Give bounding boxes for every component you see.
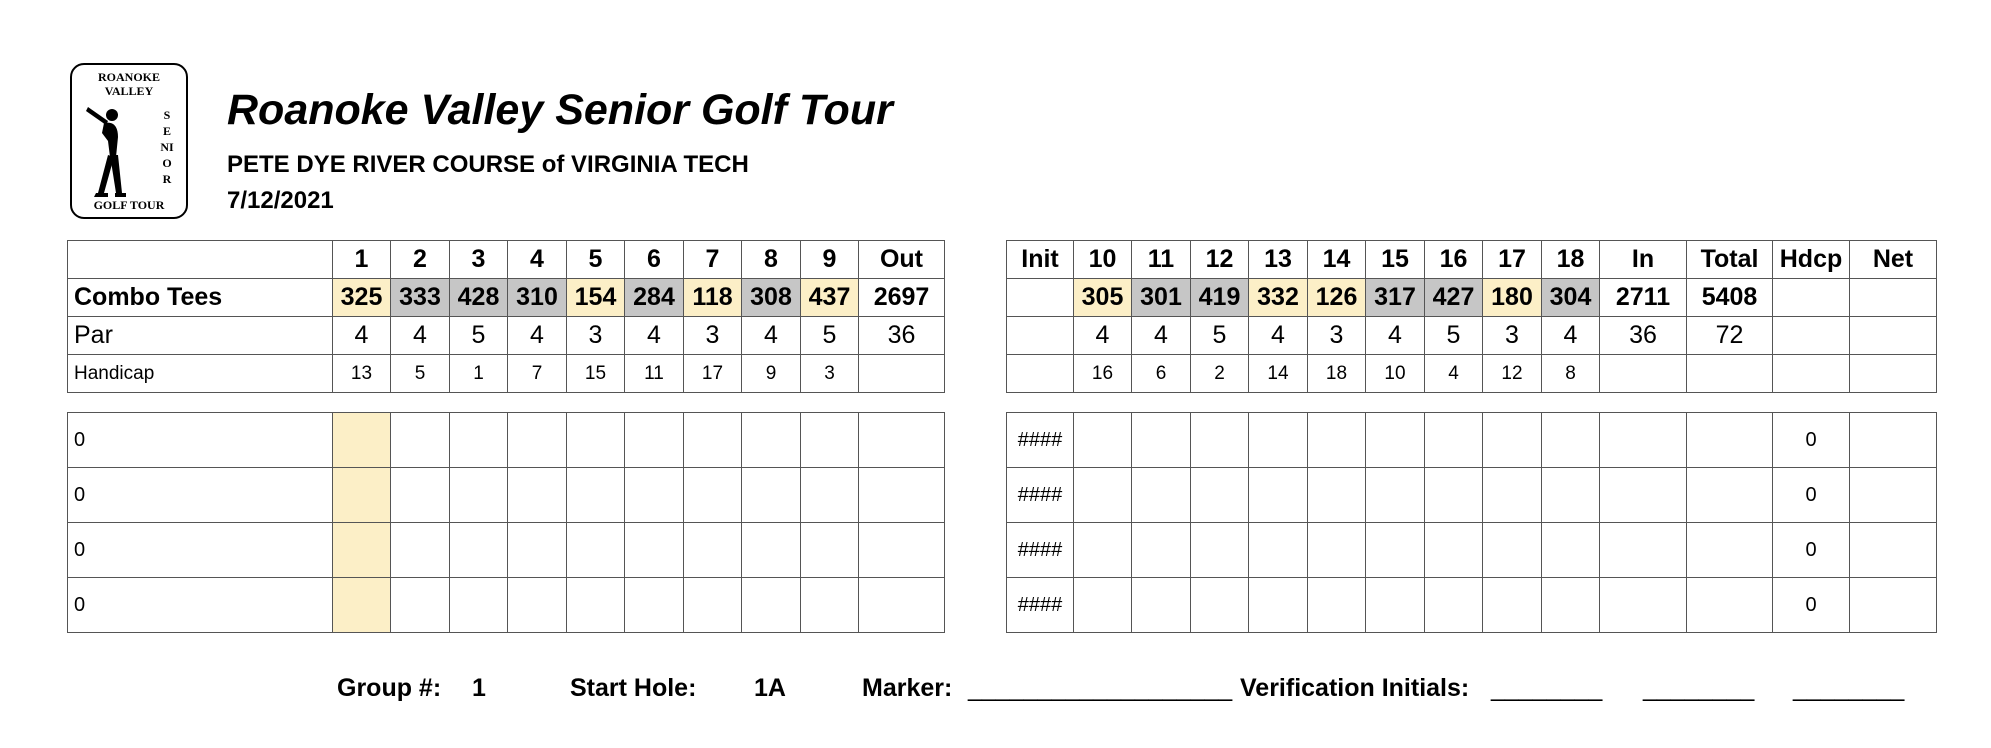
score-cell[interactable] xyxy=(1249,468,1308,523)
net-blank xyxy=(1850,317,1937,355)
par-cell: 4 xyxy=(508,317,567,355)
yardage-cell: 325 xyxy=(333,279,391,317)
par-cell: 4 xyxy=(1542,317,1600,355)
net-score-cell[interactable] xyxy=(1850,578,1937,633)
score-cell[interactable] xyxy=(391,413,450,468)
score-cell[interactable] xyxy=(508,578,567,633)
hole-number-row xyxy=(1007,241,1937,279)
init-blank xyxy=(1007,355,1074,393)
score-cell[interactable] xyxy=(1249,578,1308,633)
score-cell[interactable] xyxy=(801,413,859,468)
score-cell[interactable] xyxy=(508,523,567,578)
score-cell[interactable] xyxy=(1191,578,1249,633)
par-cell: 4 xyxy=(1074,317,1132,355)
score-cell[interactable] xyxy=(1483,468,1542,523)
handicap-row xyxy=(1007,355,1937,393)
score-cell[interactable] xyxy=(1542,468,1600,523)
score-cell[interactable] xyxy=(1308,578,1366,633)
par-cell: 5 xyxy=(801,317,859,355)
hole-header: 15 xyxy=(1366,241,1425,279)
score-cell[interactable] xyxy=(1425,413,1483,468)
score-cell[interactable] xyxy=(801,523,859,578)
score-cell[interactable] xyxy=(1366,413,1425,468)
hole-header: 11 xyxy=(1132,241,1191,279)
hole-header: 6 xyxy=(625,241,684,279)
score-cell[interactable] xyxy=(1132,578,1191,633)
score-cell[interactable] xyxy=(801,578,859,633)
score-cell[interactable] xyxy=(1366,578,1425,633)
score-cell[interactable] xyxy=(625,413,684,468)
handicap-row xyxy=(68,355,945,393)
score-cell[interactable] xyxy=(1308,413,1366,468)
init-header: Init xyxy=(1007,241,1074,279)
score-cell[interactable] xyxy=(1132,413,1191,468)
yardage-cell: 317 xyxy=(1366,279,1425,317)
total-header: Total xyxy=(1687,241,1773,279)
in-score-cell[interactable] xyxy=(1600,523,1687,578)
net-blank xyxy=(1850,279,1937,317)
score-cell[interactable] xyxy=(391,523,450,578)
score-cell[interactable] xyxy=(684,468,742,523)
yardage-cell: 332 xyxy=(1249,279,1308,317)
handicap-cell: 3 xyxy=(801,355,859,393)
score-cell[interactable] xyxy=(1074,413,1132,468)
player-row xyxy=(1007,578,1937,633)
yardage-row xyxy=(68,279,945,317)
score-cell[interactable] xyxy=(625,523,684,578)
score-cell[interactable] xyxy=(1542,523,1600,578)
yardage-cell: 284 xyxy=(625,279,684,317)
player-init: #### xyxy=(1007,468,1074,523)
player-row xyxy=(1007,413,1937,468)
handicap-in xyxy=(1600,355,1687,393)
yardage-cell: 308 xyxy=(742,279,801,317)
out-score-cell[interactable] xyxy=(859,578,945,633)
total-score-cell[interactable] xyxy=(1687,468,1773,523)
score-cell[interactable] xyxy=(742,578,801,633)
par-cell: 3 xyxy=(684,317,742,355)
score-cell[interactable] xyxy=(1425,578,1483,633)
marker-signature-line[interactable]: ___________________ xyxy=(968,674,1233,702)
par-cell: 4 xyxy=(1366,317,1425,355)
init-blank xyxy=(1007,279,1074,317)
yardage-cell: 304 xyxy=(1542,279,1600,317)
out-score-cell[interactable] xyxy=(859,413,945,468)
score-cell[interactable] xyxy=(1542,413,1600,468)
out-score-cell[interactable] xyxy=(859,523,945,578)
yardage-cell: 437 xyxy=(801,279,859,317)
logo-line2: VALLEY xyxy=(104,84,154,98)
yardage-cell: 118 xyxy=(684,279,742,317)
score-cell[interactable] xyxy=(1483,578,1542,633)
score-cell[interactable] xyxy=(1308,523,1366,578)
score-cell[interactable] xyxy=(1074,578,1132,633)
handicap-cell: 12 xyxy=(1483,355,1542,393)
par-cell: 4 xyxy=(1249,317,1308,355)
hdcp-header: Hdcp xyxy=(1773,241,1850,279)
group-label: Group #: xyxy=(337,674,442,702)
score-cell[interactable] xyxy=(567,413,625,468)
player-row xyxy=(68,468,945,523)
score-cell[interactable] xyxy=(1191,468,1249,523)
par-cell: 3 xyxy=(567,317,625,355)
hole-header: 3 xyxy=(450,241,508,279)
tour-logo xyxy=(70,63,188,219)
player-hdcp: 0 xyxy=(1773,413,1850,468)
hole-header: 16 xyxy=(1425,241,1483,279)
event-date: 7/12/2021 xyxy=(227,187,334,214)
score-cell[interactable] xyxy=(450,523,508,578)
player-init: #### xyxy=(1007,578,1074,633)
score-cell[interactable] xyxy=(508,468,567,523)
score-cell[interactable] xyxy=(508,413,567,468)
score-cell[interactable] xyxy=(1191,413,1249,468)
handicap-cell: 17 xyxy=(684,355,742,393)
par-out: 36 xyxy=(859,317,945,355)
init-blank xyxy=(1007,317,1074,355)
net-header: Net xyxy=(1850,241,1937,279)
yardage-cell: 180 xyxy=(1483,279,1542,317)
handicap-cell: 10 xyxy=(1366,355,1425,393)
player-hdcp: 0 xyxy=(1773,523,1850,578)
handicap-cell: 4 xyxy=(1425,355,1483,393)
handicap-cell: 18 xyxy=(1308,355,1366,393)
handicap-cell: 16 xyxy=(1074,355,1132,393)
hdcp-blank xyxy=(1773,317,1850,355)
handicap-label: Handicap xyxy=(68,355,333,393)
handicap-cell: 8 xyxy=(1542,355,1600,393)
handicap-cell: 13 xyxy=(333,355,391,393)
hdcp-blank xyxy=(1773,355,1850,393)
player-row xyxy=(68,523,945,578)
score-cell[interactable] xyxy=(333,468,391,523)
page-title: Roanoke Valley Senior Golf Tour xyxy=(227,86,893,134)
net-blank xyxy=(1850,355,1937,393)
handicap-cell: 15 xyxy=(567,355,625,393)
handicap-cell: 14 xyxy=(1249,355,1308,393)
score-cell[interactable] xyxy=(1483,523,1542,578)
score-cell[interactable] xyxy=(1366,523,1425,578)
score-cell[interactable] xyxy=(801,468,859,523)
in-score-cell[interactable] xyxy=(1600,578,1687,633)
par-total: 72 xyxy=(1687,317,1773,355)
score-cell[interactable] xyxy=(1425,523,1483,578)
handicap-cell: 11 xyxy=(625,355,684,393)
handicap-cell: 7 xyxy=(508,355,567,393)
score-cell[interactable] xyxy=(1542,578,1600,633)
hole-header: 14 xyxy=(1308,241,1366,279)
par-cell: 5 xyxy=(450,317,508,355)
par-cell: 3 xyxy=(1308,317,1366,355)
par-label: Par xyxy=(68,317,333,355)
verification-line-3[interactable]: ________ xyxy=(1793,674,1905,702)
score-cell[interactable] xyxy=(625,578,684,633)
par-cell: 4 xyxy=(625,317,684,355)
score-cell[interactable] xyxy=(567,523,625,578)
player-init: #### xyxy=(1007,413,1074,468)
hole-number-row xyxy=(68,241,945,279)
golfer-silhouette-icon xyxy=(82,101,134,201)
par-row xyxy=(1007,317,1937,355)
hole-header: 8 xyxy=(742,241,801,279)
hole-header: 17 xyxy=(1483,241,1542,279)
yardage-cell: 310 xyxy=(508,279,567,317)
hole-header: 7 xyxy=(684,241,742,279)
front-nine-info-table xyxy=(67,240,945,393)
score-cell[interactable] xyxy=(333,578,391,633)
net-score-cell[interactable] xyxy=(1850,468,1937,523)
logo-line1: ROANOKE xyxy=(97,70,160,84)
player-name: 0 xyxy=(68,523,333,578)
handicap-cell: 6 xyxy=(1132,355,1191,393)
logo-vertical: SENIOR xyxy=(160,108,174,186)
par-cell: 4 xyxy=(391,317,450,355)
score-cell[interactable] xyxy=(684,523,742,578)
score-cell[interactable] xyxy=(742,523,801,578)
par-cell: 4 xyxy=(1132,317,1191,355)
in-header: In xyxy=(1600,241,1687,279)
score-cell[interactable] xyxy=(684,413,742,468)
par-cell: 3 xyxy=(1483,317,1542,355)
front-nine-score-table xyxy=(67,412,945,633)
total-score-cell[interactable] xyxy=(1687,578,1773,633)
start-hole-label: Start Hole: xyxy=(570,674,697,702)
handicap-out xyxy=(859,355,945,393)
hole-header: 2 xyxy=(391,241,450,279)
yardage-total: 5408 xyxy=(1687,279,1773,317)
player-name: 0 xyxy=(68,468,333,523)
score-cell[interactable] xyxy=(1308,468,1366,523)
yardage-cell: 305 xyxy=(1074,279,1132,317)
score-cell[interactable] xyxy=(684,578,742,633)
score-cell[interactable] xyxy=(1132,468,1191,523)
score-cell[interactable] xyxy=(333,413,391,468)
handicap-cell: 5 xyxy=(391,355,450,393)
player-row xyxy=(1007,468,1937,523)
score-cell[interactable] xyxy=(1425,468,1483,523)
yardage-cell: 333 xyxy=(391,279,450,317)
hole-header: 13 xyxy=(1249,241,1308,279)
hole-header: 10 xyxy=(1074,241,1132,279)
verification-label: Verification Initials: xyxy=(1240,674,1470,702)
start-hole-value: 1A xyxy=(754,674,786,702)
hole-header: 12 xyxy=(1191,241,1249,279)
score-cell[interactable] xyxy=(450,468,508,523)
score-cell[interactable] xyxy=(1249,523,1308,578)
handicap-total xyxy=(1687,355,1773,393)
yardage-cell: 427 xyxy=(1425,279,1483,317)
yardage-cell: 126 xyxy=(1308,279,1366,317)
in-score-cell[interactable] xyxy=(1600,468,1687,523)
player-hdcp: 0 xyxy=(1773,468,1850,523)
marker-label: Marker: xyxy=(862,674,953,702)
player-init: #### xyxy=(1007,523,1074,578)
back-nine-score-table xyxy=(1006,412,1937,633)
player-name: 0 xyxy=(68,578,333,633)
handicap-cell: 2 xyxy=(1191,355,1249,393)
score-cell[interactable] xyxy=(333,523,391,578)
score-cell[interactable] xyxy=(450,413,508,468)
player-row xyxy=(68,578,945,633)
out-header: Out xyxy=(859,241,945,279)
yardage-cell: 301 xyxy=(1132,279,1191,317)
player-name: 0 xyxy=(68,413,333,468)
group-value: 1 xyxy=(472,674,486,702)
back-nine-info-table xyxy=(1006,240,1937,393)
score-cell[interactable] xyxy=(567,578,625,633)
hole-header: 18 xyxy=(1542,241,1600,279)
score-cell[interactable] xyxy=(1074,523,1132,578)
score-cell[interactable] xyxy=(742,468,801,523)
tees-label: Combo Tees xyxy=(68,279,333,317)
player-row xyxy=(1007,523,1937,578)
yardage-out: 2697 xyxy=(859,279,945,317)
hole-header: 4 xyxy=(508,241,567,279)
hole-header: 5 xyxy=(567,241,625,279)
hdcp-blank xyxy=(1773,279,1850,317)
yardage-cell: 154 xyxy=(567,279,625,317)
par-in: 36 xyxy=(1600,317,1687,355)
score-cell[interactable] xyxy=(450,578,508,633)
total-score-cell[interactable] xyxy=(1687,413,1773,468)
score-cell[interactable] xyxy=(1249,413,1308,468)
par-cell: 5 xyxy=(1425,317,1483,355)
hole-header: 1 xyxy=(333,241,391,279)
handicap-cell: 9 xyxy=(742,355,801,393)
logo-bottom: GOLF TOUR xyxy=(93,198,165,212)
par-cell: 5 xyxy=(1191,317,1249,355)
player-hdcp: 0 xyxy=(1773,578,1850,633)
par-cell: 4 xyxy=(742,317,801,355)
yardage-row xyxy=(1007,279,1937,317)
corner-cell xyxy=(68,241,333,279)
yardage-cell: 419 xyxy=(1191,279,1249,317)
score-cell[interactable] xyxy=(625,468,684,523)
handicap-cell: 1 xyxy=(450,355,508,393)
yardage-in: 2711 xyxy=(1600,279,1687,317)
course-name: PETE DYE RIVER COURSE of VIRGINIA TECH xyxy=(227,151,749,178)
hole-header: 9 xyxy=(801,241,859,279)
score-cell[interactable] xyxy=(391,578,450,633)
score-cell[interactable] xyxy=(1132,523,1191,578)
verification-line-1[interactable]: ________ xyxy=(1491,674,1603,702)
score-cell[interactable] xyxy=(1074,468,1132,523)
score-cell[interactable] xyxy=(1483,413,1542,468)
score-cell[interactable] xyxy=(391,468,450,523)
par-row xyxy=(68,317,945,355)
in-score-cell[interactable] xyxy=(1600,413,1687,468)
player-row xyxy=(68,413,945,468)
score-cell[interactable] xyxy=(1191,523,1249,578)
out-score-cell[interactable] xyxy=(859,468,945,523)
verification-line-2[interactable]: ________ xyxy=(1643,674,1755,702)
net-score-cell[interactable] xyxy=(1850,523,1937,578)
yardage-cell: 428 xyxy=(450,279,508,317)
score-cell[interactable] xyxy=(567,468,625,523)
par-cell: 4 xyxy=(333,317,391,355)
score-cell[interactable] xyxy=(1366,468,1425,523)
net-score-cell[interactable] xyxy=(1850,413,1937,468)
total-score-cell[interactable] xyxy=(1687,523,1773,578)
score-cell[interactable] xyxy=(742,413,801,468)
